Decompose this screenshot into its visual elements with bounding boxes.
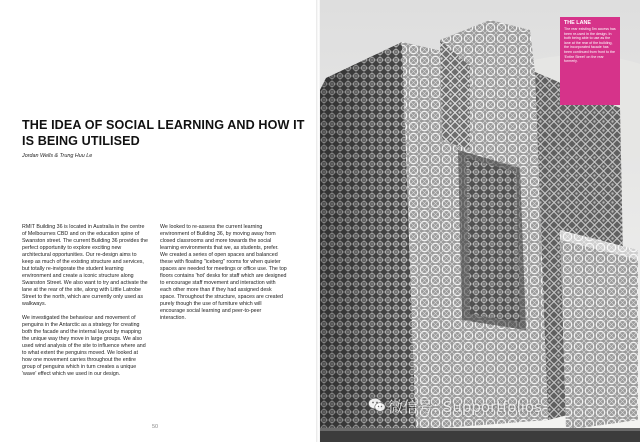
sidebar-text: The rear existing 5m access has been re-used in the design. In both being able to use as the lane at the rear of the building, the incorporated facade has been continued from front to the 'Entire Street' on the rear formerly.: [564, 27, 616, 64]
page-number: 50: [152, 424, 159, 430]
sidebar-note: [560, 17, 620, 105]
sidebar-title: THE LANE: [564, 20, 591, 26]
paragraph: We investigated the behaviour and movement of penguins in the Antarctic as a strategy for creating both the facade and the internal layout by mapping the unique way they move in large groups. We also used wind analysis of the site to influence where and to what extent the penguins moved. We looked at how one movement carries throughout the entire group of penguins which in turn creates a unique 'wave' effect which we used in our design.: [22, 315, 146, 377]
paragraph: We looked to re-assess the current learning environment of Building 36, by moving away from closed classrooms and more towards the social learning environments that we, as students, prefer. We created a series of open spaces and balanced these with floating "iceberg" rooms for when quieter spaces are needed for meetings or office use. The top floors contains 'hot' desks for staff which are designed to encourage staff movement and interaction with each other more than if they had assigned desk space. Throughout the structure, spaces are created purely though the use of furniture which will encourage social learning and peer-to-peer interaction.: [160, 224, 287, 321]
article-title: THE IDEA OF SOCIAL LEARNING AND HOW IT IS BEING UTILISED: [22, 118, 305, 148]
article-authors: Jordan Wells & Trung Huu Le: [22, 153, 93, 159]
text-column-1: [22, 224, 149, 385]
paragraph: RMIT Building 36 is located in Australia in the centre of Melbournes CBD and on the education spine of Swanston street. The current Building 36 provides the perfect opportunity to explore exciting new architectural opportunities. Our re-design aims to keep as much of the existing structure and services, but totally re-invigorate the student learning environment and create a iconic structure along Swanston Street. We also want to try and activate the lane at the rear of the site, along with Little Latrobe Street to the north, which are currently only used as walkways.: [22, 224, 148, 307]
watermark-text: 微信号: Supportfolios: [388, 398, 542, 416]
wechat-icon: [368, 397, 386, 413]
left-page: [0, 0, 318, 442]
text-column-2: [160, 224, 287, 329]
